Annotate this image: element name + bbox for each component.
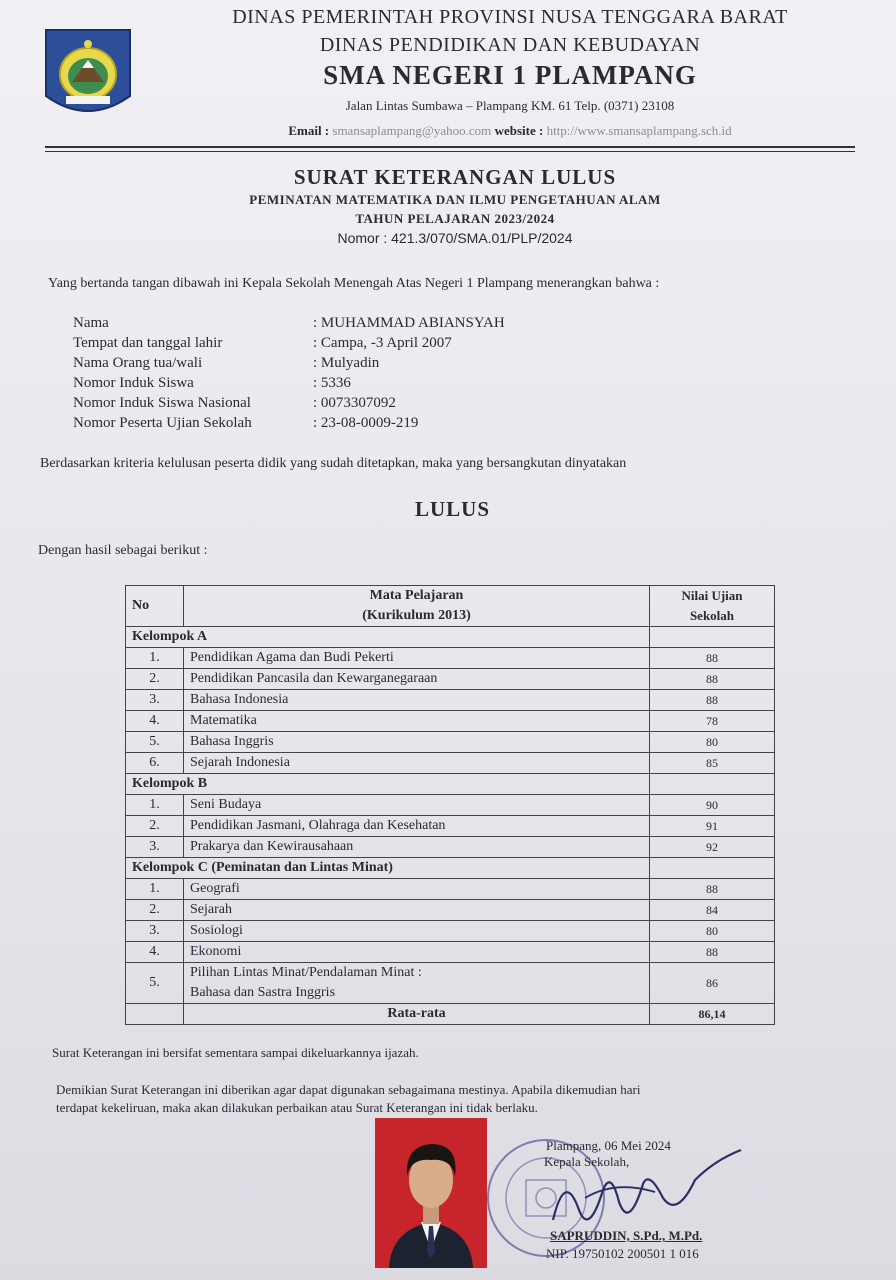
field-value: : 0073307092 <box>313 395 396 411</box>
row-score: 88 <box>650 690 775 711</box>
column-no: No <box>126 586 184 627</box>
provincial-emblem-logo <box>42 26 134 122</box>
row-subject <box>184 963 650 1004</box>
header-department: DINAS PENDIDIKAN DAN KEBUDAYAN <box>319 34 701 56</box>
row-score: 80 <box>650 732 775 753</box>
closing-statement-line2: terdapat kekeliruan, maka akan dilakukan perbaikan atau Surat Keterangan ini tidak berlaku. <box>56 1100 538 1115</box>
row-no: 5. <box>126 963 184 1004</box>
row-subject: Ekonomi <box>184 942 650 963</box>
average-label: Rata-rata <box>184 1004 650 1025</box>
row-no: 3. <box>126 837 184 858</box>
field-label: Nama Orang tua/wali <box>73 355 203 371</box>
table-row <box>126 900 775 921</box>
empty-cell <box>650 627 775 648</box>
row-score: 90 <box>650 795 775 816</box>
academic-year: TAHUN PELAJARAN 2023/2024 <box>355 211 555 226</box>
row-score: 80 <box>650 921 775 942</box>
website-url: http://www.smansaplampang.sch.id <box>546 123 732 138</box>
signer-nip: NIP. 19750102 200501 1 016 <box>546 1246 699 1261</box>
header-school-name: SMA NEGERI 1 PLAMPANG <box>323 60 697 90</box>
group-label: Kelompok B <box>126 774 650 795</box>
column-subject <box>184 586 650 627</box>
row-subject: Sejarah Indonesia <box>184 753 650 774</box>
row-no: 2. <box>126 900 184 921</box>
basis-text: Berdasarkan kriteria kelulusan peserta didik yang sudah ditetapkan, maka yang bersangkutan dinyatakan <box>40 456 627 471</box>
row-score: 88 <box>650 942 775 963</box>
empty-cell <box>126 1004 184 1025</box>
table-row <box>126 942 775 963</box>
field-value: : Mulyadin <box>313 355 380 371</box>
column-subject-line2: (Kurikulum 2013) <box>362 608 471 623</box>
student-photo <box>375 1118 487 1268</box>
results-intro: Dengan hasil sebagai berikut : <box>38 543 208 558</box>
column-score <box>650 586 775 627</box>
table-row <box>126 648 775 669</box>
row-no: 3. <box>126 921 184 942</box>
table-row <box>126 963 775 1004</box>
field-value: : Campa, -3 April 2007 <box>313 335 452 351</box>
email-address: smansaplampang@yahoo.com <box>332 123 492 138</box>
signer-position: Kepala Sekolah, <box>544 1154 630 1169</box>
row-subject: Matematika <box>184 711 650 732</box>
row-score: 78 <box>650 711 775 732</box>
table-row <box>126 711 775 732</box>
row-no: 2. <box>126 816 184 837</box>
graduation-status: LULUS <box>415 497 491 521</box>
table-row <box>126 816 775 837</box>
group-label: Kelompok A <box>126 627 650 648</box>
row-score: 86 <box>650 963 775 1004</box>
header-divider <box>45 146 855 148</box>
table-row <box>126 921 775 942</box>
row-subject: Pendidikan Agama dan Budi Pekerti <box>184 648 650 669</box>
grades-table <box>125 585 775 1025</box>
group-label: Kelompok C (Peminatan dan Lintas Minat) <box>126 858 650 879</box>
row-score: 84 <box>650 900 775 921</box>
row-score: 88 <box>650 648 775 669</box>
row-no: 1. <box>126 879 184 900</box>
empty-cell <box>650 774 775 795</box>
column-score-line2: Sekolah <box>689 608 735 623</box>
header-address: Jalan Lintas Sumbawa – Plampang KM. 61 Telp. (0371) 23108 <box>345 98 675 113</box>
average-score: 86,14 <box>650 1004 775 1025</box>
row-subject: Bahasa Inggris <box>184 732 650 753</box>
row-score: 88 <box>650 669 775 690</box>
row-no: 1. <box>126 648 184 669</box>
table-row <box>126 753 775 774</box>
row-no: 6. <box>126 753 184 774</box>
row-score: 85 <box>650 753 775 774</box>
row-score: 91 <box>650 816 775 837</box>
row-subject: Sejarah <box>184 900 650 921</box>
header-contact <box>150 123 870 139</box>
table-row <box>126 669 775 690</box>
row-subject-line2: Bahasa dan Sastra Inggris <box>190 985 336 1000</box>
empty-cell <box>650 858 775 879</box>
average-row <box>126 1004 775 1025</box>
field-value: : 23-08-0009-219 <box>313 415 419 431</box>
row-no: 3. <box>126 690 184 711</box>
signer-name: SAPRUDDIN, S.Pd., M.Pd. <box>550 1228 703 1243</box>
document-number: Nomor : 421.3/070/SMA.01/PLP/2024 <box>337 230 573 246</box>
table-row <box>126 690 775 711</box>
row-no: 2. <box>126 669 184 690</box>
row-score: 92 <box>650 837 775 858</box>
field-label: Nomor Peserta Ujian Sekolah <box>73 415 252 431</box>
field-value: : MUHAMMAD ABIANSYAH <box>313 315 505 331</box>
column-score-line1: Nilai Ujian <box>681 588 743 603</box>
group-row <box>126 627 775 648</box>
handwritten-signature <box>545 1140 745 1240</box>
row-score: 88 <box>650 879 775 900</box>
place-date: Plampang, 06 Mei 2024 <box>546 1138 671 1153</box>
row-subject-line1: Pilihan Lintas Minat/Pendalaman Minat : <box>190 965 422 980</box>
website-label: website : <box>494 123 544 138</box>
table-row <box>126 795 775 816</box>
header-agency: DINAS PEMERINTAH PROVINSI NUSA TENGGARA BARAT <box>232 6 788 28</box>
table-row <box>126 879 775 900</box>
table-row <box>126 837 775 858</box>
row-subject: Prakarya dan Kewirausahaan <box>184 837 650 858</box>
field-label: Nomor Induk Siswa Nasional <box>73 395 251 411</box>
row-no: 4. <box>126 711 184 732</box>
row-subject: Pendidikan Pancasila dan Kewarganegaraan <box>184 669 650 690</box>
header-divider-thin <box>45 151 855 152</box>
temporary-note: Surat Keterangan ini bersifat sementara sampai dikeluarkannya ijazah. <box>52 1045 419 1060</box>
group-row <box>126 774 775 795</box>
field-label: Nomor Induk Siswa <box>73 375 194 391</box>
intro-text: Yang bertanda tangan dibawah ini Kepala Sekolah Menengah Atas Negeri 1 Plampang menerangkan bahwa : <box>48 276 660 291</box>
row-subject: Bahasa Indonesia <box>184 690 650 711</box>
field-label: Tempat dan tanggal lahir <box>73 335 223 351</box>
column-subject-line1: Mata Pelajaran <box>369 588 464 603</box>
table-header-row <box>126 586 775 627</box>
field-label: Nama <box>73 315 109 331</box>
group-row <box>126 858 775 879</box>
field-value: : 5336 <box>313 375 351 391</box>
email-label: Email : <box>288 123 330 138</box>
row-no: 1. <box>126 795 184 816</box>
document-subtitle: PEMINATAN MATEMATIKA DAN ILMU PENGETAHUAN ALAM <box>249 192 661 207</box>
table-row <box>126 732 775 753</box>
row-subject: Geografi <box>184 879 650 900</box>
document-title: SURAT KETERANGAN LULUS <box>293 165 617 189</box>
row-no: 4. <box>126 942 184 963</box>
closing-statement-line1: Demikian Surat Keterangan ini diberikan agar dapat digunakan sebagaimana mestinya. Apabila dikemudian hari <box>56 1082 641 1097</box>
row-subject: Sosiologi <box>184 921 650 942</box>
row-no: 5. <box>126 732 184 753</box>
row-subject: Seni Budaya <box>184 795 650 816</box>
row-subject: Pendidikan Jasmani, Olahraga dan Kesehatan <box>184 816 650 837</box>
